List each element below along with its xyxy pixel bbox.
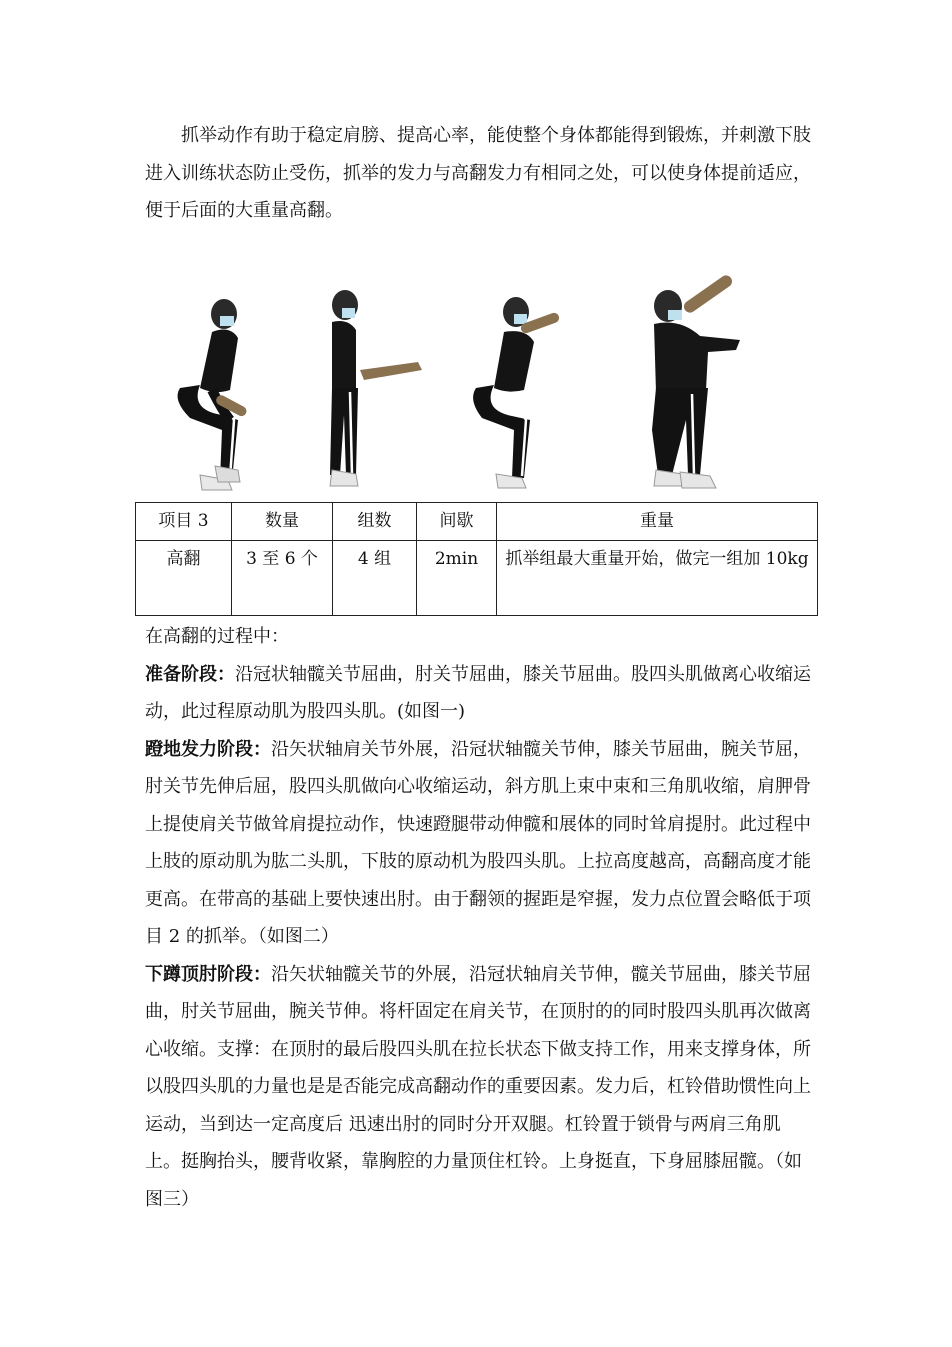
phase-drive: [145, 731, 815, 956]
intro-paragraph: 抓举动作有助于稳定肩膀、提高心率，能使整个身体都能得到锻炼，并刺激下肢进入训练状态防止受伤，抓举的发力与高翻发力有相同之处，可以使身体提前适应，便于后面的大重量高翻。: [145, 125, 811, 221]
phase-title: 蹬地发力阶段：: [145, 738, 271, 760]
phase-text: 沿矢状轴肩关节外展，沿冠状轴髋关节伸，膝关节屈曲，腕关节屈，肘关节先伸后屈，股四头肌做向心收缩运动，斜方肌上束中束和三角肌收缩，肩胛骨上提使肩关节做耸肩提拉动作，快速蹬腿带动伸髋和展体的同时耸肩提肘。此过程中上肢的原动肌为肱二头肌，下肢的原动机为股四头肌。上拉高度越高，高翻高度才能更高。在带高的基础上要快速出肘。由于翻领的握距是窄握，发力点位置会略低于项目 2 的抓举。（如图二）: [145, 738, 811, 947]
header-weight: 重量: [497, 503, 818, 541]
phase-preparation: [145, 656, 815, 731]
phase-title: 准备阶段：: [145, 663, 235, 685]
power-clean-photo-sequence: [160, 270, 760, 502]
phase-catch: [145, 956, 815, 1219]
header-sets: 组数: [333, 503, 417, 541]
pose-1-figure: [178, 299, 249, 490]
cell-item: 高翻: [136, 541, 232, 616]
cell-weight: 抓举组最大重量开始，做完一组加 10kg: [497, 541, 818, 616]
pose-2-figure: [330, 290, 422, 486]
cell-sets: 4 组: [333, 541, 417, 616]
phase-text: 沿矢状轴髋关节的外展，沿冠状轴肩关节伸，髋关节屈曲，膝关节屈曲，肘关节屈曲，腕关节伸。将杆固定在肩关节，在顶肘的的同时股四头肌再次做离心收缩。支撑：在顶肘的最后股四头肌在拉长状态下做支持工作，用来支撑身体，所以股四头肌的力量也是是否能完成高翻动作的重要因素。发力后，杠铃借助惯性向上运动，当到达一定高度后 迅速出肘的同时分开双腿。杠铃置于锁骨与两肩三角肌上。挺胸抬头，腰背收紧，靠胸腔的力量顶住杠铃。上身挺直，下身屈膝屈髋。（如图三）: [145, 963, 811, 1210]
header-count: 数量: [232, 503, 333, 541]
pose-4-figure: [652, 273, 740, 488]
table-row: [136, 541, 818, 616]
process-intro: 在高翻的过程中：: [145, 626, 289, 647]
process-description: [145, 618, 815, 1218]
header-item: 项目 3: [136, 503, 232, 541]
header-rest: 间歇: [417, 503, 497, 541]
pose-3-figure: [473, 297, 560, 488]
table-header-row: [136, 503, 818, 541]
cell-count: 3 至 6 个: [232, 541, 333, 616]
training-spec-table: [135, 502, 818, 616]
phase-title: 下蹲顶肘阶段：: [145, 963, 271, 985]
cell-rest: 2min: [417, 541, 497, 616]
phase-text: 沿冠状轴髋关节屈曲，肘关节屈曲，膝关节屈曲。股四头肌做离心收缩运动，此过程原动肌为股四头肌。(如图一): [145, 663, 811, 722]
